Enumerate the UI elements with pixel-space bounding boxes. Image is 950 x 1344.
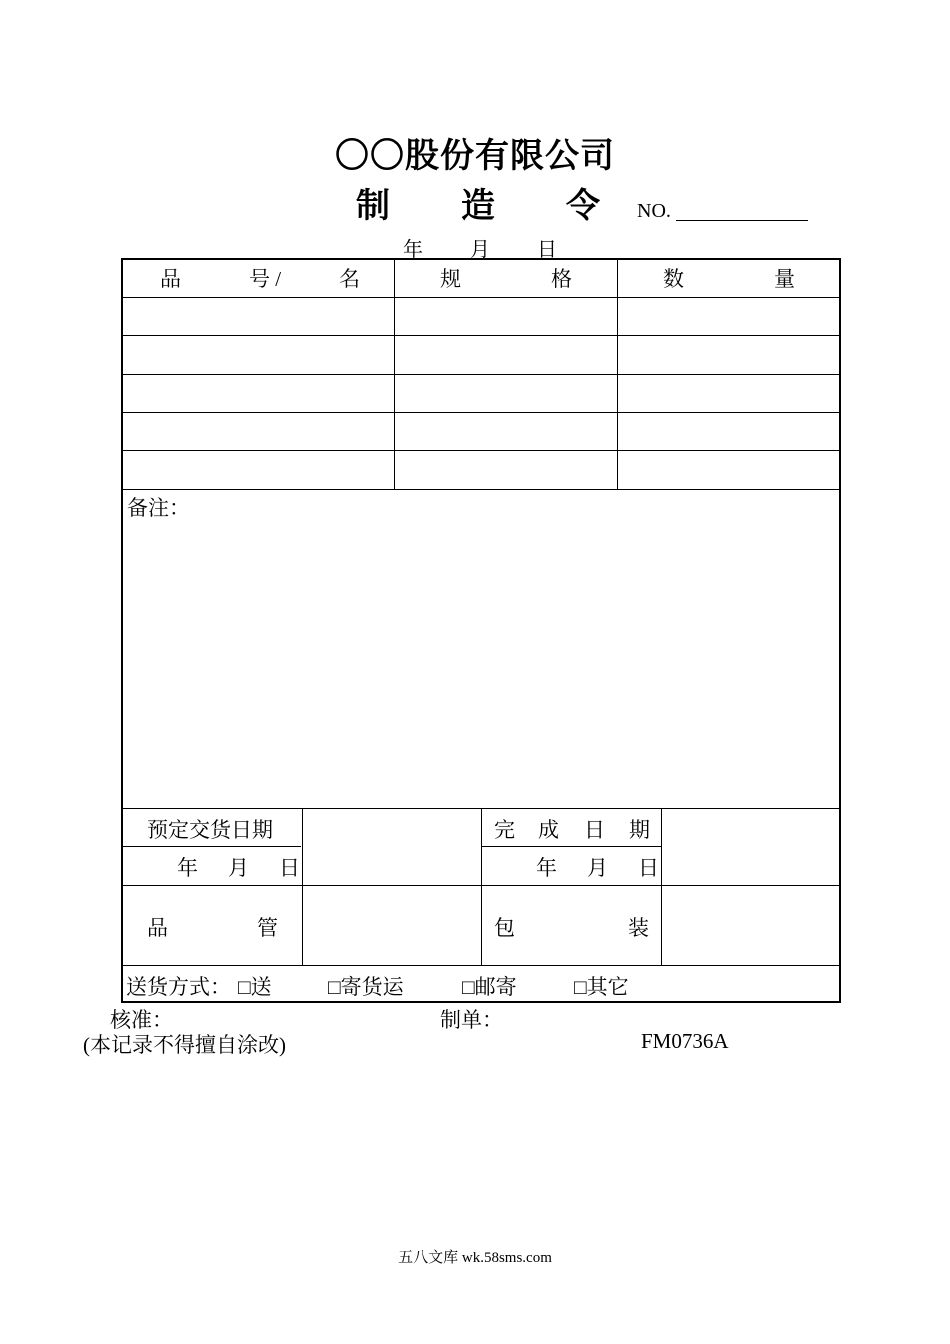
header-qty-char: 量 [774,267,795,291]
header-item-char: 号 / [249,267,282,291]
quantity-cell[interactable] [618,451,839,489]
header-item-char: 品 [160,267,181,291]
quantity-cell[interactable] [618,413,839,450]
packing-signature-field[interactable] [662,886,839,965]
col-divider [481,808,482,965]
row-divider [481,846,661,847]
date-day: 日 [537,239,557,261]
quality-label-char: 管 [257,916,278,940]
date-month: 月 [470,239,490,261]
item-name-cell[interactable] [123,413,394,450]
row-divider [123,965,839,966]
form-code: FM0736A [641,1029,729,1053]
item-name-cell[interactable] [123,451,394,489]
company-name: 〇〇股份有限公司 [335,138,615,175]
complete-date-char: 日 [584,818,605,842]
quantity-cell[interactable] [618,336,839,374]
row-divider [123,846,301,847]
order-table [121,258,841,1003]
remarks-label: 备注： [127,496,190,520]
date-year: 年 [403,239,423,261]
shipping-option-other[interactable]: □其它 [574,975,629,999]
maker-label: 制单： [440,1008,503,1032]
shipping-option-deliver[interactable]: □送 [238,975,272,999]
delivery-date-label: 预定交货日期 [147,818,273,842]
spec-cell[interactable] [395,375,617,412]
row-divider [123,489,839,490]
spec-cell[interactable] [395,336,617,374]
title-char: 令 [566,188,600,225]
quality-label-char: 品 [147,916,168,940]
remarks-area[interactable] [123,518,839,808]
footer-watermark: 五八文库 wk.58sms.com [398,1250,552,1266]
complete-date-char: 成 [538,818,559,842]
delivery-day-label: 日 [279,856,300,880]
spec-cell[interactable] [395,413,617,450]
spec-cell[interactable] [395,298,617,335]
title-char: 制 [356,188,390,225]
complete-month-label: 月 [587,856,608,880]
no-alteration-note: (本记录不得擅自涂改) [83,1033,286,1057]
quantity-cell[interactable] [618,298,839,335]
header-spec-char: 格 [551,267,572,291]
number-label: NO. [637,200,671,222]
delivery-date-value[interactable] [303,809,481,885]
shipping-option-freight[interactable]: □寄货运 [328,975,404,999]
complete-date-char: 期 [629,818,650,842]
delivery-year-label: 年 [177,856,198,880]
approve-label: 核准： [110,1008,173,1032]
spec-cell[interactable] [395,451,617,489]
complete-date-value[interactable] [662,809,839,885]
delivery-month-label: 月 [228,856,249,880]
header-item-char: 名 [339,267,360,291]
item-name-cell[interactable] [123,336,394,374]
shipping-method-label: 送货方式： [126,975,231,999]
quantity-cell[interactable] [618,375,839,412]
quality-signature-field[interactable] [303,886,481,965]
packing-label-char: 包 [494,916,515,940]
complete-day-label: 日 [638,856,659,880]
number-field-line[interactable] [676,220,808,221]
item-name-cell[interactable] [123,375,394,412]
item-name-cell[interactable] [123,298,394,335]
packing-label-char: 装 [628,916,649,940]
header-spec-char: 规 [440,267,461,291]
complete-date-char: 完 [494,818,515,842]
shipping-option-mail[interactable]: □邮寄 [462,975,517,999]
complete-year-label: 年 [536,856,557,880]
title-char: 造 [461,188,495,225]
header-qty-char: 数 [663,267,684,291]
form-title [356,178,671,227]
